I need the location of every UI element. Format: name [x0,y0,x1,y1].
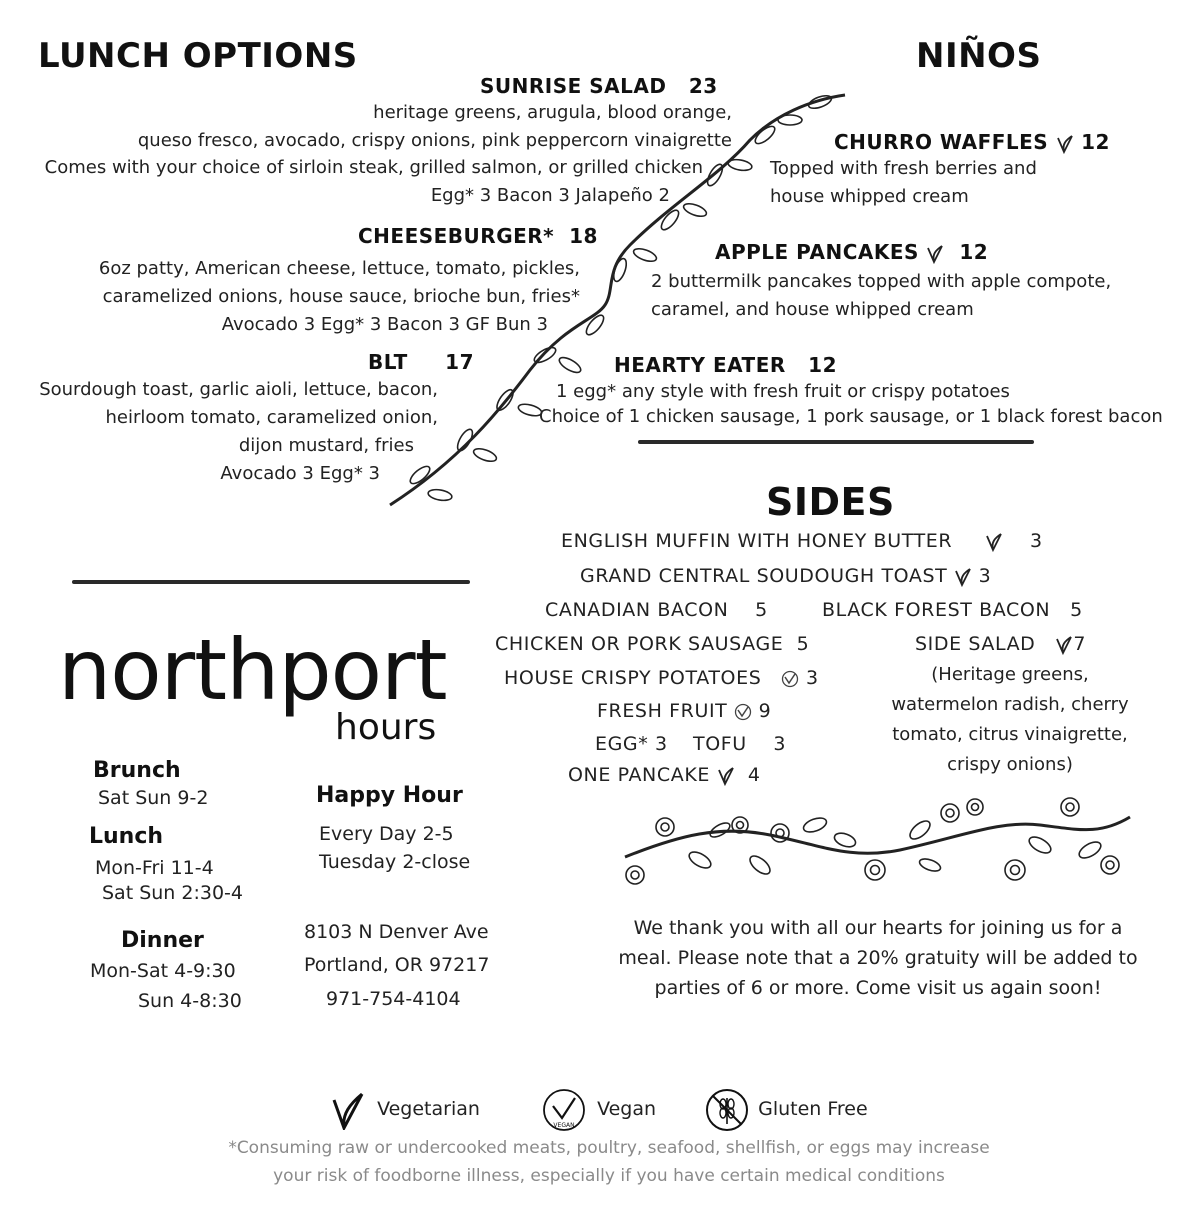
blt-line-3: dijon mustard, fries [238,435,414,456]
dinner-hours-line-1: Mon-Sat 4-9:30 [90,960,236,982]
legend-label: Vegetarian [377,1097,480,1120]
lunch-hours-line-2: Sat Sun 2:30-4 [102,882,243,904]
churro-waffles-line-2: house whipped cream [770,186,969,207]
thanks-note [600,913,1156,1003]
side-canadian-bacon [545,599,768,621]
ninos-divider [638,440,1034,444]
side-salad-desc-line: (Heritage greens, [931,664,1089,685]
cheeseburger-addons: Avocado 3 Egg* 3 Bacon 3 GF Bun 3 [221,314,548,335]
sunrise-salad-addons: Egg* 3 Bacon 3 Jalapeño 2 [430,185,670,206]
hearty-eater-line-2: Choice of 1 chicken sausage, 1 pork sausage, or 1 black forest bacon [539,406,1163,427]
brand-logo: northport [58,621,447,719]
side-label: HOUSE CRISPY POTATOES [504,667,762,689]
side-salad-desc-line: watermelon radish, cherry [891,694,1129,715]
side-price: 3 [805,667,819,689]
side-label: CHICKEN OR PORK SAUSAGE [495,633,784,655]
disclaimer-line: your risk of foodborne illness, especially if you have certain medical conditions [273,1166,945,1186]
side-price: 3 [1029,530,1043,552]
blt-line-2: heirloom tomato, caramelized onion, [105,407,438,428]
side-label: CANADIAN BACON [545,599,729,621]
dinner-hours-line-2: Sun 4-8:30 [138,990,242,1012]
gluten-free-icon [705,1088,749,1132]
sunrise-salad-line-3: Comes with your choice of sirloin steak, grilled salmon, or grilled chicken [44,157,703,178]
side-crispy-potatoes [504,667,819,689]
side-label: FRESH FRUIT [597,700,728,722]
side-price: 5 [755,599,768,621]
side-price: 7 [1073,633,1087,655]
vegan-badge-text: VEGAN [553,1122,575,1129]
hearty-eater-title [614,353,837,377]
food-safety-disclaimer [0,1134,1200,1190]
sides-heading: SIDES [766,480,895,524]
happy-hour-title: Happy Hour [316,783,463,808]
side-salad-desc-line: tomato, citrus vinaigrette, [892,724,1128,745]
side-fresh-fruit [597,700,771,722]
cheeseburger-line-1: 6oz patty, American cheese, lettuce, tomato, pickles, [98,258,580,279]
thanks-line: We thank you with all our hearts for joining us for a [633,917,1123,939]
side-label: EGG* [595,733,649,755]
side-egg [595,733,668,755]
vegetarian-icon [1056,134,1074,154]
rose-vine-divider [620,795,1135,895]
dinner-title: Dinner [121,928,204,953]
ninos-heading: NIÑOS [916,36,1042,76]
thanks-line: parties of 6 or more. Come visit us again soon! [654,977,1102,999]
side-english-muffin [561,530,1043,552]
phone-number: 971-754-4104 [326,988,461,1010]
churro-waffles-title [834,130,1110,154]
side-label: ONE PANCAKE [568,764,710,786]
lunch-divider [72,580,470,584]
item-price: 17 [445,350,474,374]
legend-vegan [542,1088,656,1132]
thanks-line: meal. Please note that a 20% gratuity will be added to [618,947,1138,969]
item-price: 12 [959,240,989,264]
vegetarian-icon [926,244,944,264]
item-name: BLT [368,350,408,374]
side-black-forest-bacon [822,599,1083,621]
item-name: HEARTY EATER [614,353,786,377]
legend-label: Gluten Free [758,1097,868,1120]
brand-hours-label: hours [335,707,437,748]
legend-gluten-free [705,1088,868,1132]
happy-hour-line-1: Every Day 2-5 [319,823,454,845]
side-one-pancake [568,764,761,786]
vegetarian-icon [954,567,972,587]
item-price: 12 [1081,130,1110,154]
vegetarian-icon [985,532,1003,552]
side-price: 9 [758,700,772,722]
side-tofu [693,733,786,755]
vegetarian-icon [330,1090,366,1130]
item-price: 18 [569,224,598,248]
cheeseburger-title [358,224,598,248]
item-name: CHEESEBURGER* [358,224,555,248]
brunch-title: Brunch [93,758,181,783]
side-sourdough-toast [580,565,991,587]
brunch-hours: Sat Sun 9-2 [98,787,209,809]
side-label: BLACK FOREST BACON [822,599,1051,621]
vegetarian-icon [717,766,735,786]
blt-addons: Avocado 3 Egg* 3 [220,463,380,484]
side-salad-description [870,660,1150,780]
item-name: APPLE PANCAKES [715,240,919,264]
sunrise-salad-title [480,74,718,98]
apple-pancakes-line-1: 2 buttermilk pancakes topped with apple compote, [651,271,1112,292]
lunch-heading: LUNCH OPTIONS [38,36,358,76]
sunrise-salad-line-1: heritage greens, arugula, blood orange, [373,102,732,123]
churro-waffles-line-1: Topped with fresh berries and [770,158,1037,179]
blt-line-1: Sourdough toast, garlic aioli, lettuce, bacon, [39,379,438,400]
item-name: CHURRO WAFFLES [834,130,1049,154]
item-price: 12 [808,353,837,377]
legend-vegetarian [330,1090,480,1130]
apple-pancakes-line-2: caramel, and house whipped cream [651,299,974,320]
happy-hour-line-2: Tuesday 2-close [319,851,471,873]
side-price: 4 [747,764,761,786]
side-price: 3 [978,565,992,587]
side-salad [915,633,1086,655]
legend-label: Vegan [597,1097,657,1120]
disclaimer-line: *Consuming raw or undercooked meats, poultry, seafood, shellfish, or eggs may increase [228,1138,990,1158]
address-city: Portland, OR 97217 [304,954,490,976]
vegan-icon [781,670,799,688]
item-price: 23 [688,74,718,98]
address-street: 8103 N Denver Ave [304,921,489,943]
side-price: 5 [1070,599,1083,621]
vegan-icon [734,703,752,721]
lunch-hours-line-1: Mon-Fri 11-4 [95,857,214,879]
sunrise-salad-line-2: queso fresco, avocado, crispy onions, pink peppercorn vinaigrette [137,130,732,151]
side-salad-desc-line: crispy onions) [947,754,1073,775]
side-price: 3 [655,733,668,755]
cheeseburger-line-2: caramelized onions, house sauce, brioche bun, fries* [102,286,580,307]
blt-title [368,350,474,374]
side-sausage [495,633,809,655]
item-name: SUNRISE SALAD [480,74,667,98]
apple-pancakes-title [715,240,988,264]
side-label: GRAND CENTRAL SOUDOUGH TOAST [580,565,948,587]
side-price: 3 [773,733,787,755]
side-label: ENGLISH MUFFIN WITH HONEY BUTTER [561,530,953,552]
hearty-eater-line-1: 1 egg* any style with fresh fruit or crispy potatoes [556,381,1010,402]
side-label: TOFU [693,733,747,755]
vegetarian-icon [1055,635,1073,655]
side-price: 5 [796,633,810,655]
lunch-hours-title: Lunch [89,824,164,849]
vegan-icon [542,1088,586,1132]
side-label: SIDE SALAD [915,633,1036,655]
